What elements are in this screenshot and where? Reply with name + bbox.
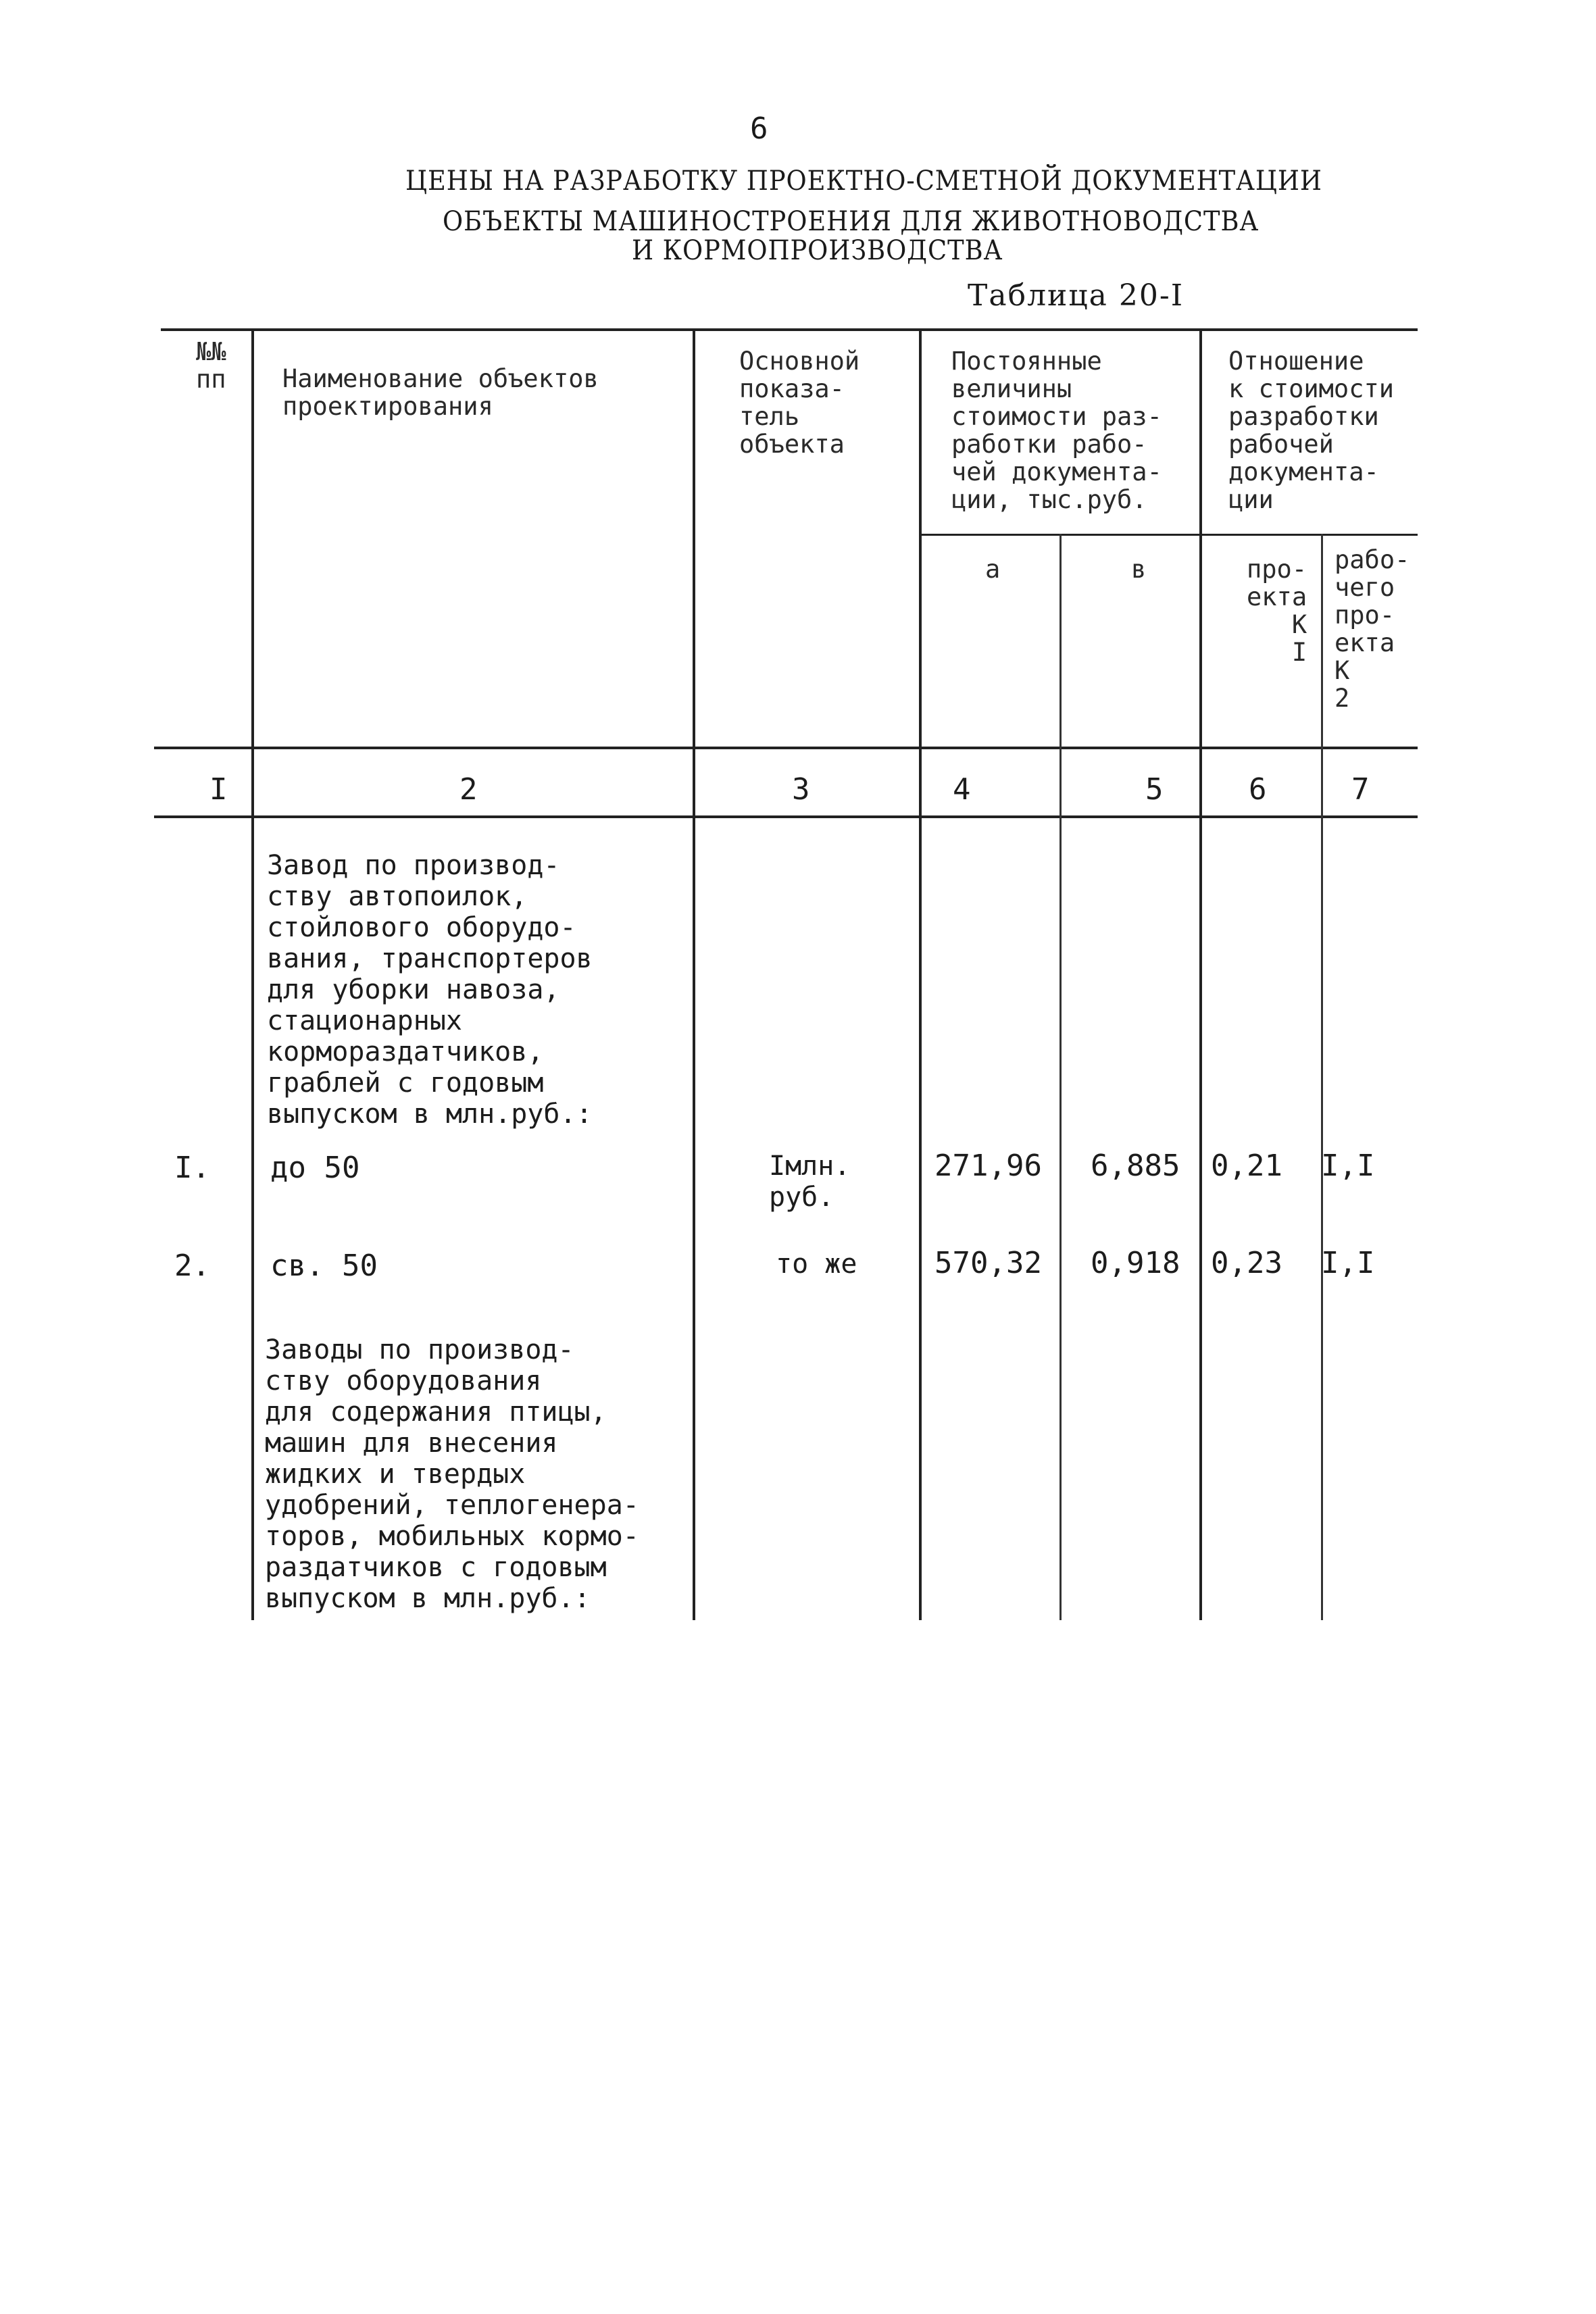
- column-divider-5: [1199, 328, 1202, 1620]
- column-divider-1: [251, 328, 254, 1620]
- column-number-6: 6: [1249, 772, 1267, 807]
- row-1-k1: 0,21: [1211, 1149, 1282, 1183]
- header-row-number: №№ пп: [196, 337, 226, 394]
- row-2-number: 2.: [174, 1249, 210, 1283]
- row-2-indicator: то же: [776, 1249, 857, 1280]
- column-number-3: 3: [792, 772, 810, 807]
- column-divider-4: [1059, 534, 1062, 1620]
- header-bottom-rule: [154, 747, 1418, 749]
- column-divider-6: [1321, 534, 1323, 1620]
- column-number-5: 5: [1145, 772, 1164, 807]
- row-1-value-a: 271,96: [934, 1149, 1042, 1183]
- row-1-number: I.: [174, 1151, 210, 1185]
- header-col-a: а: [985, 555, 1001, 584]
- header-object-name: Наименование объектов проектирования: [282, 364, 599, 421]
- row-2-k1: 0,23: [1211, 1246, 1282, 1280]
- table-label: Таблица 20-I: [968, 278, 1184, 313]
- column-numbers-rule: [154, 815, 1418, 818]
- header-k1: про- екта К I: [1247, 555, 1307, 667]
- row-2-k2: I,I: [1321, 1246, 1375, 1280]
- document-title-line-1: ЦЕНЫ НА РАЗРАБОТКУ ПРОЕКТНО-СМЕТНОЙ ДОКУМЕНТАЦИИ: [405, 166, 1322, 197]
- header-cost-ratio: Отношение к стоимости разработки рабочей документа- ции: [1228, 347, 1395, 514]
- group-heading-1: Завод по производ- ству автопоилок, стойлового оборудо- вания, транспортеров для уборки навоза, стационарных кормораздатчиков, граблей с годовым выпуском в млн.руб.:: [267, 850, 593, 1130]
- row-2-value-b: 0,918: [1091, 1246, 1180, 1280]
- row-2-value-a: 570,32: [934, 1246, 1042, 1280]
- header-constant-values: Постоянные величины стоимости раз- работки рабо- чей документа- ции, тыс.руб.: [951, 347, 1162, 514]
- column-number-1: I: [209, 772, 228, 807]
- column-divider-2: [693, 328, 695, 1620]
- row-1-value-b: 6,885: [1091, 1149, 1180, 1183]
- row-1-k2: I,I: [1321, 1149, 1375, 1183]
- header-col-b: в: [1131, 555, 1147, 584]
- document-title-line-2: ОБЪЕКТЫ МАШИНОСТРОЕНИЯ ДЛЯ ЖИВОТНОВОДСТВА: [443, 206, 1260, 237]
- page-number: 6: [750, 111, 768, 146]
- column-number-7: 7: [1351, 772, 1370, 807]
- column-number-2: 2: [459, 772, 478, 807]
- group-heading-2: Заводы по производ- ству оборудования для содержания птицы, машин для внесения жидких и твердых удобрений, теплогенера- торов, мобильных кормо- раздатчиков с годовым выпуском в млн.руб.:: [265, 1334, 639, 1614]
- row-1-name: до 50: [270, 1151, 360, 1185]
- header-main-indicator: Основной показа- тель объекта: [739, 347, 860, 459]
- header-k2: рабо- чего про- екта К 2: [1335, 545, 1410, 713]
- column-number-4: 4: [953, 772, 971, 807]
- document-title-line-3: И КОРМОПРОИЗВОДСТВА: [632, 235, 1003, 266]
- table-top-rule: [161, 328, 1418, 331]
- row-1-indicator: Iмлн. руб.: [769, 1151, 851, 1213]
- header-sub-rule: [920, 534, 1418, 536]
- column-divider-3: [919, 328, 922, 1620]
- row-2-name: св. 50: [270, 1249, 378, 1283]
